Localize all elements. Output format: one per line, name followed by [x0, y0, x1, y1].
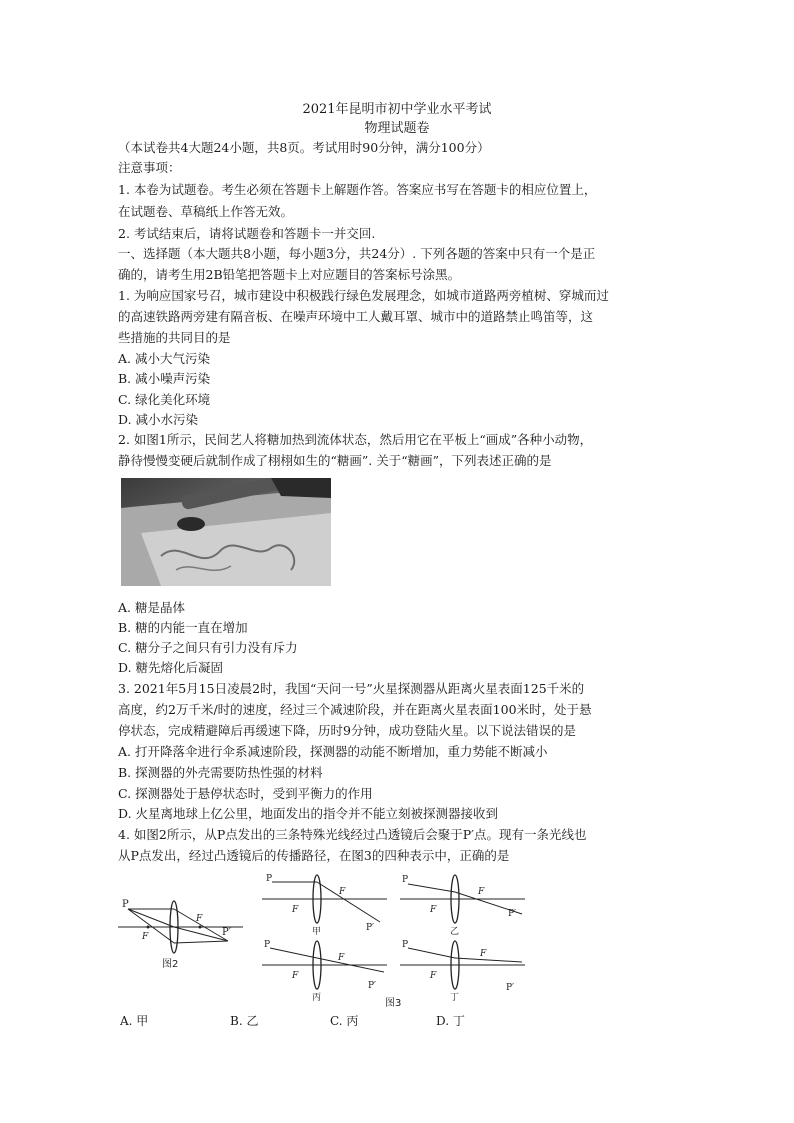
- q1-option-d: D. 减小水污染: [118, 412, 199, 427]
- focus-label: F: [478, 887, 485, 897]
- q1-line2: 的高速铁路两旁建有隔音板、在噪声环境中工人戴耳罩、城市中的道路禁止鸣笛等，这: [118, 309, 594, 324]
- figure-3-option-jia: [262, 872, 392, 936]
- section-heading-a: 一、选择题（本大题共8小题，每小题3分，共24分）. 下列各题的答案中只有一个是正: [118, 246, 596, 261]
- point-p-prime-label: P′: [366, 923, 375, 933]
- q1-option-c: C. 绿化美化环境: [118, 392, 211, 407]
- option-ding-label: 丁: [450, 993, 460, 1002]
- point-p-label: P: [402, 875, 409, 885]
- q3-line2: 高度，约2万千米/时的速度，经过三个减速阶段，并在距离火星表面100米时，处于悬: [118, 702, 592, 717]
- focus-label: F: [480, 949, 487, 959]
- focus-label: F: [430, 905, 437, 915]
- figure-3-option-bing: [262, 938, 392, 1002]
- q2-option-a: A. 糖是晶体: [118, 600, 185, 615]
- focus-label: F: [430, 971, 437, 981]
- q4-option-c: C. 丙: [330, 1014, 359, 1028]
- figure-3-option-yi: [400, 872, 530, 936]
- q3-option-d: D. 火星离地球上亿公里，地面发出的指令并不能立刻被探测器接收到: [118, 806, 499, 821]
- focus-label: F: [339, 887, 346, 897]
- sugar-painting-photo: [121, 478, 331, 586]
- point-p-prime-label: P′: [368, 981, 377, 991]
- q4-line1: 4. 如图2所示，从P点发出的三条特殊光线经过凸透镜后会聚于P′点。现有一条光线也: [118, 827, 587, 842]
- q4-options: [118, 1012, 678, 1028]
- q3-line1: 3. 2021年5月15日凌晨2时，我国“天问一号”火星探测器从距离火星表面125千米的: [118, 681, 585, 696]
- notice-2: 2. 考试结束后，请将试题卷和答题卡一并交回.: [118, 226, 376, 241]
- q3-option-c: C. 探测器处于悬停状态时，受到平衡力的作用: [118, 786, 373, 801]
- q4-line2: 从P点发出，经过凸透镜后的传播路径，在图3的四种表示中，正确的是: [118, 848, 510, 863]
- point-p-label: P: [264, 940, 271, 950]
- q2-option-c: C. 糖分子之间只有引力没有斥力: [118, 640, 298, 655]
- q1-line3: 些措施的共同目的是: [118, 330, 231, 345]
- point-p-label: P: [122, 899, 129, 910]
- q1-line1: 1. 为响应国家号召，城市建设中积极践行绿色发展理念，如城市道路两旁植树、穿城而过: [118, 288, 609, 303]
- point-p-label: P: [402, 940, 409, 950]
- q2-option-b: B. 糖的内能一直在增加: [118, 620, 248, 635]
- q4-option-d: D. 丁: [436, 1014, 465, 1028]
- option-jia-label: 甲: [312, 927, 322, 936]
- focus-label: F: [196, 914, 203, 924]
- focus-label: F: [292, 905, 299, 915]
- point-p-prime-label: P′: [506, 983, 515, 993]
- focus-label: F: [338, 953, 345, 963]
- figure-2-lens-diagram: [118, 895, 248, 975]
- option-yi-label: 乙: [450, 927, 460, 936]
- exam-meta: （本试卷共4大题24小题，共8页。考试用时90分钟，满分100分）: [118, 140, 490, 155]
- q3-option-a: A. 打开降落伞进行伞系减速阶段，探测器的动能不断增加，重力势能不断减小: [118, 744, 548, 759]
- point-p-label: P: [266, 874, 273, 884]
- q4-option-b: B. 乙: [230, 1014, 259, 1028]
- q2-line1: 2. 如图1所示，民间艺人将糖加热到流体状态，然后用它在平板上“画成”各种小动物，: [118, 432, 593, 447]
- q2-option-d: D. 糖先熔化后凝固: [118, 660, 224, 675]
- q1-option-a: A. 减小大气污染: [118, 351, 210, 366]
- focus-label: F: [292, 971, 299, 981]
- q3-option-b: B. 探测器的外壳需要防热性强的材料: [118, 765, 323, 780]
- q3-line3: 停状态，完成精避障后再缓速下降，历时9分钟，成功登陆火星。以下说法错误的是: [118, 723, 576, 738]
- option-bing-label: 丙: [312, 993, 322, 1002]
- figure-3-caption: 图3: [385, 998, 402, 1009]
- figure-2-caption: 图2: [162, 959, 179, 970]
- focus-label: F: [142, 932, 149, 942]
- point-p-prime-label: P′: [222, 927, 231, 938]
- notice-heading: 注意事项：: [118, 160, 181, 175]
- q2-line2: 静待慢慢变硬后就制作成了栩栩如生的“糖画”. 关于“糖画”，下列表述正确的是: [118, 453, 552, 468]
- figure-3-option-ding: [400, 938, 530, 1002]
- exam-subtitle: 物理试题卷: [364, 121, 430, 136]
- q4-option-a: A. 甲: [120, 1014, 149, 1028]
- exam-title: 2021年昆明市初中学业水平考试: [302, 102, 492, 117]
- notice-1a: 1. 本卷为试题卷。考生必须在答题卡上解题作答。答案应书写在答题卡的相应位置上，: [118, 182, 597, 197]
- q1-option-b: B. 减小噪声污染: [118, 371, 211, 386]
- point-p-prime-label: P′: [508, 909, 517, 919]
- section-heading-b: 确的，请考生用2B铅笔把答题卡上对应题目的答案标号涂黑。: [118, 267, 461, 282]
- notice-1b: 在试题卷、草稿纸上作答无效。: [118, 204, 294, 219]
